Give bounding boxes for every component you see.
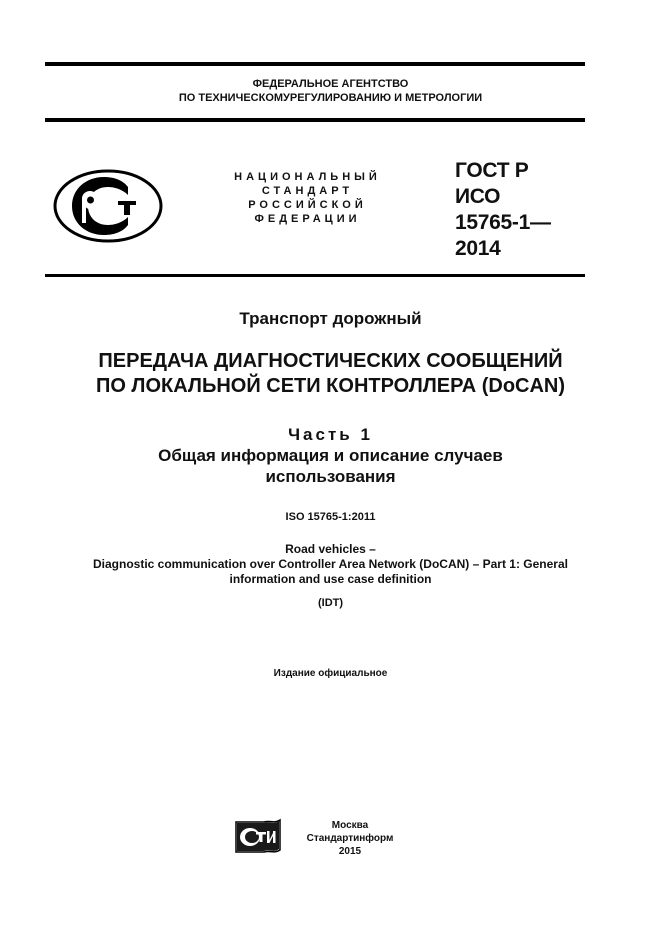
national-standard-line-3: РОССИЙСКОЙ [248,199,367,211]
national-standard-line-1: НАЦИОНАЛЬНЫЙ [234,171,381,183]
edition-label: Издание официальное [273,668,388,679]
agency-line-2: ПО ТЕХНИЧЕСКОМУРЕГУЛИРОВАНИЮ И МЕТРОЛОГИИ [178,92,483,104]
english-title-line-1: Road vehicles – [285,542,376,556]
part-name [0,445,661,487]
national-standard-line-4: ФЕДЕРАЦИИ [254,213,361,225]
header-bottom-rule [45,274,585,277]
designation-line-3: 15765-1— [455,211,551,234]
part-name-line-1: Общая информация и описание случаев [158,446,503,465]
iso-reference: ISO 15765-1:2011 [285,511,376,523]
standard-designation [455,158,551,262]
national-standard-label [215,170,400,226]
english-title-line-3: information and use case definition [229,572,432,586]
part-number: Часть 1 [288,425,373,444]
title-line-1: ПЕРЕДАЧА ДИАГНОСТИЧЕСКИХ СООБЩЕНИЙ [98,350,563,372]
publisher-city: Москва [331,820,369,831]
publisher-name: Стандартинформ [306,833,394,844]
standartinform-logo-icon [234,818,282,859]
agency-bottom-rule [45,118,585,122]
title-line-2: ПО ЛОКАЛЬНОЙ СЕТИ КОНТРОЛЛЕРА (DoCAN) [95,375,566,397]
publication-year: 2015 [338,846,362,857]
national-standard-line-2: СТАНДАРТ [261,185,354,197]
publisher-info [300,819,400,858]
designation-line-4: 2014 [455,237,501,260]
designation-line-2: ИСО [455,185,501,208]
top-rule [45,62,585,66]
document-subtitle: Транспорт дорожный [239,309,422,328]
part-name-line-2: использования [265,467,396,486]
english-title [0,542,661,587]
designation-line-1: ГОСТ Р [455,159,529,182]
english-title-line-2: Diagnostic communication over Controller Area Network (DoCAN) – Part 1: General [93,557,568,571]
agency-line-1: ФЕДЕРАЛЬНОЕ АГЕНТСТВО [252,78,409,90]
equivalence-label: (IDT) [317,597,344,609]
agency-name [0,77,661,105]
document-title [0,349,661,399]
rst-certification-mark-icon [52,167,164,250]
